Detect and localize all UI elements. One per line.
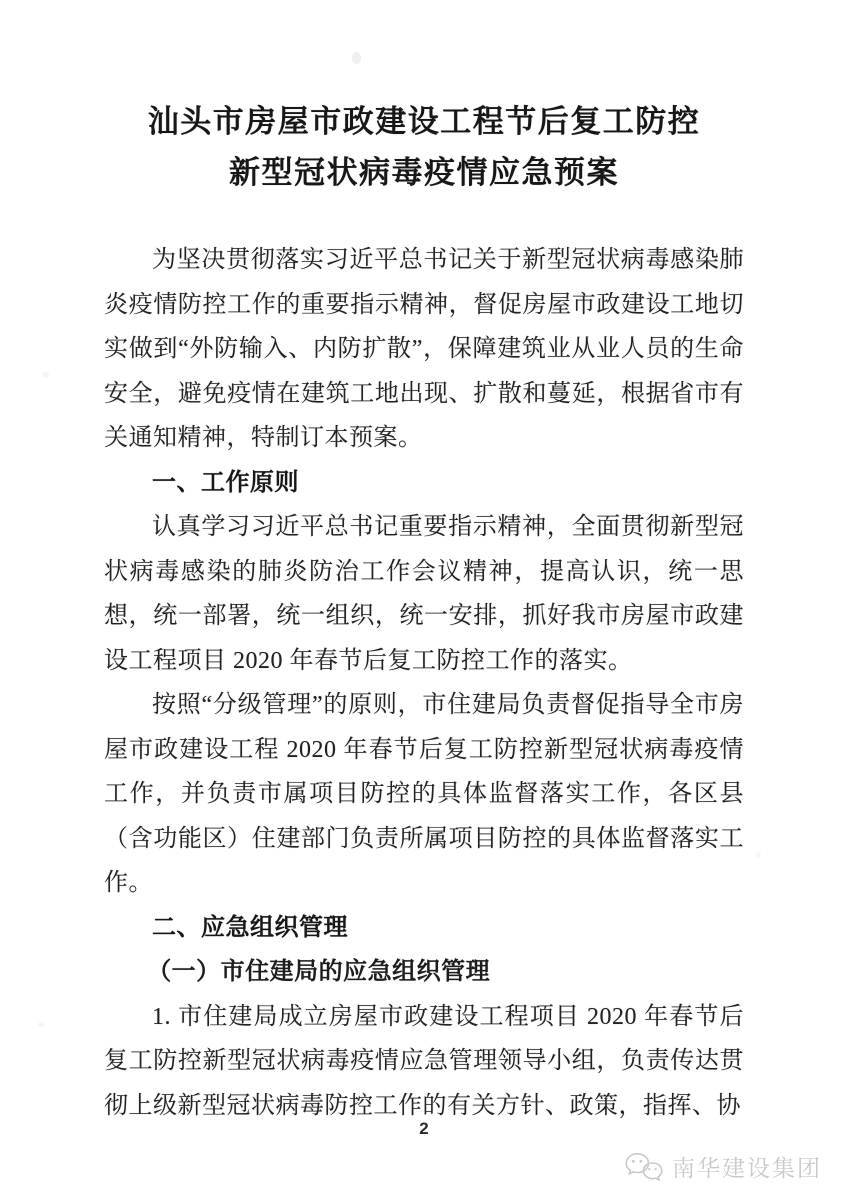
document-title xyxy=(104,96,744,198)
page-number: 2 xyxy=(419,1119,429,1138)
section-2-paragraph-1: 1. 市住建局成立房屋市政建设工程项目 2020 年春节后复工防控新型冠状病毒疫情应急管理领导小组，负责传达贯彻上级新型冠状病毒防控工作的有关方针、政策，指挥、协 xyxy=(104,1003,744,1119)
section-2-heading: 二、应急组织管理 xyxy=(152,913,348,941)
intro-paragraph: 为坚决贯彻落实习近平总书记关于新型冠状病毒感染肺炎疫情防控工作的重要指示精神，督促房屋市政建设工地切实做到“外防输入、内防扩散”，保障建筑业从业人员的生命安全，避免疫情在建筑工地出现、扩散和蔓延，根据省市有关通知精神，特制订本预案。 xyxy=(104,247,744,451)
scan-speckle xyxy=(352,52,361,64)
wechat-icon xyxy=(624,1151,664,1183)
scan-speckle xyxy=(42,372,49,378)
scan-speckle xyxy=(755,852,761,858)
document-content xyxy=(104,96,744,1128)
section-1-paragraph-2: 按照“分级管理”的原则，市住建局负责督促指导全市房屋市政建设工程 2020 年春节后复工防控新型冠状病毒疫情工作，并负责市属项目防控的具体监督落实工作，各区县（含功能区）住建部门负责所属项目防控的具体监督落实工作。 xyxy=(104,692,744,896)
watermark-label: 南华建设集团 xyxy=(672,1155,822,1181)
section-1-heading: 一、工作原则 xyxy=(152,468,299,496)
watermark xyxy=(624,1150,822,1183)
document-title-line-1: 汕头市房屋市政建设工程节后复工防控 xyxy=(147,104,701,139)
document-title-line-2: 新型冠状病毒疫情应急预案 xyxy=(229,155,619,190)
scan-speckle xyxy=(38,1022,44,1027)
section-2-subheading-1: （一）市住建局的应急组织管理 xyxy=(147,959,491,985)
section-1-paragraph-1: 认真学习习近平总书记重要指示精神，全面贯彻新型冠状病毒感染的肺炎防治工作会议精神，提高认识，统一思想，统一部署，统一组织，统一安排，抓好我市房屋市政建设工程项目 2020 年春节后复工防控工作的落实。 xyxy=(104,514,744,674)
